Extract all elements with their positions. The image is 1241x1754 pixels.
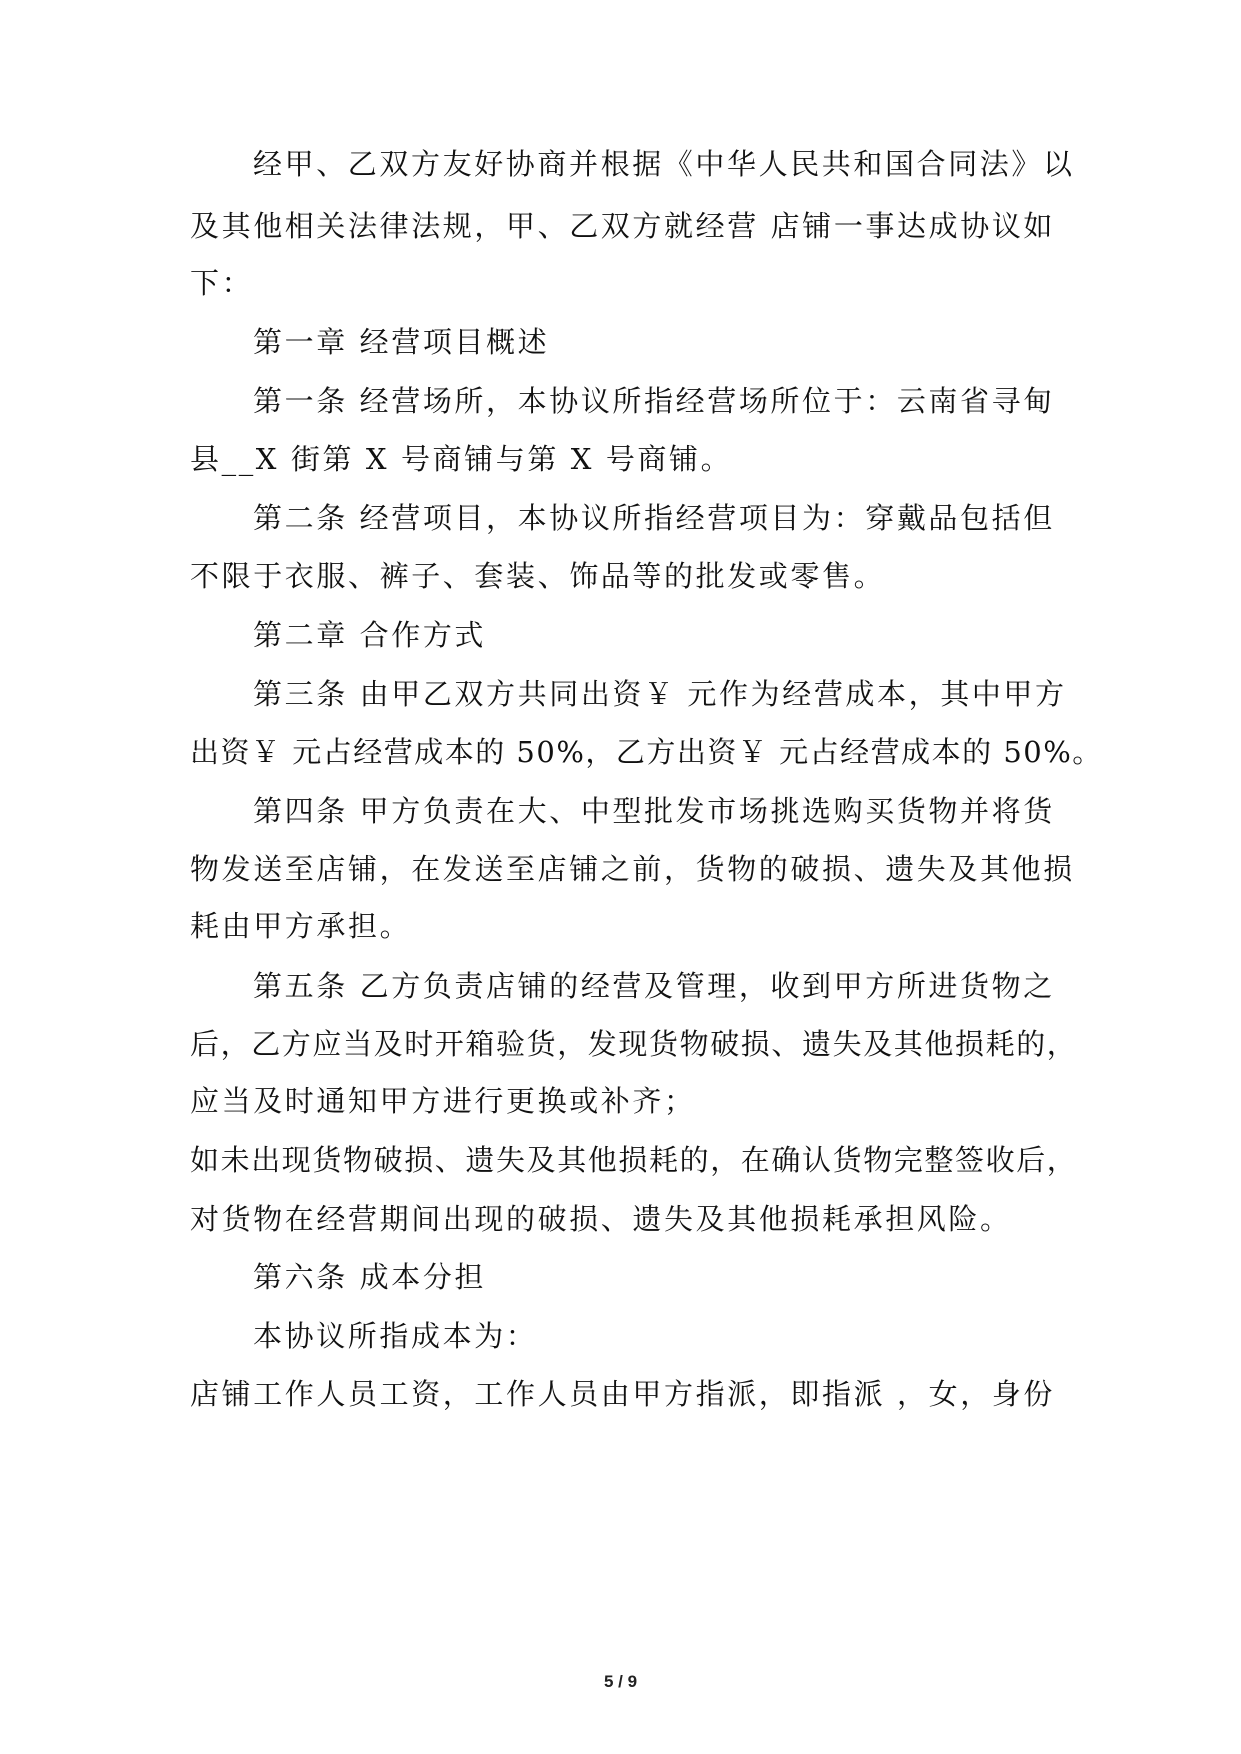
text-line: 第一条 经营场所，本协议所指经营场所位于：云南省寻甸	[253, 384, 1055, 418]
text-line: 物发送至店铺，在发送至店铺之前，货物的破损、遗失及其他损	[190, 852, 1075, 886]
text-line: 下：	[190, 266, 254, 300]
text-line: 第二条 经营项目，本协议所指经营项目为：穿戴品包括但	[253, 501, 1055, 535]
text-line: 对货物在经营期间出现的破损、遗失及其他损耗承担风险。	[190, 1202, 1012, 1236]
page-number: 5 / 9	[603, 1672, 638, 1691]
text-line: 第三条 由甲乙双方共同出资￥ 元作为经营成本，其中甲方	[253, 677, 1067, 711]
text-line: 出资￥ 元占经营成本的 50%，乙方出资￥ 元占经营成本的 50%。	[190, 735, 1103, 769]
text-line: 店铺工作人员工资，工作人员由甲方指派，即指派 ，女，身份	[190, 1377, 1056, 1411]
text-line: 第五条 乙方负责店铺的经营及管理，收到甲方所进货物之	[253, 969, 1055, 1003]
text-line: 耗由甲方承担。	[190, 909, 412, 943]
chapter-heading: 第一章 经营项目概述	[253, 325, 550, 359]
text-line: 及其他相关法律法规，甲、乙双方就经营 店铺一事达成协议如	[190, 209, 1056, 243]
article-heading: 第六条 成本分担	[253, 1260, 487, 1294]
text-line: 如未出现货物破损、遗失及其他损耗的，在确认货物完整签收后，	[190, 1143, 1078, 1177]
text-line: 经甲、乙双方友好协商并根据《中华人民共和国合同法》以	[253, 147, 1075, 181]
text-line: 后，乙方应当及时开箱验货，发现货物破损、遗失及其他损耗的，	[190, 1027, 1078, 1061]
text-line: 应当及时通知甲方进行更换或补齐；	[190, 1084, 696, 1118]
chapter-heading: 第二章 合作方式	[253, 618, 487, 652]
text-line: 不限于衣服、裤子、套装、饰品等的批发或零售。	[190, 559, 886, 593]
text-line: 县__X 街第 X 号商铺与第 X 号商铺。	[190, 442, 733, 476]
text-line: 本协议所指成本为：	[253, 1319, 538, 1353]
text-line: 第四条 甲方负责在大、中型批发市场挑选购买货物并将货	[253, 794, 1055, 828]
